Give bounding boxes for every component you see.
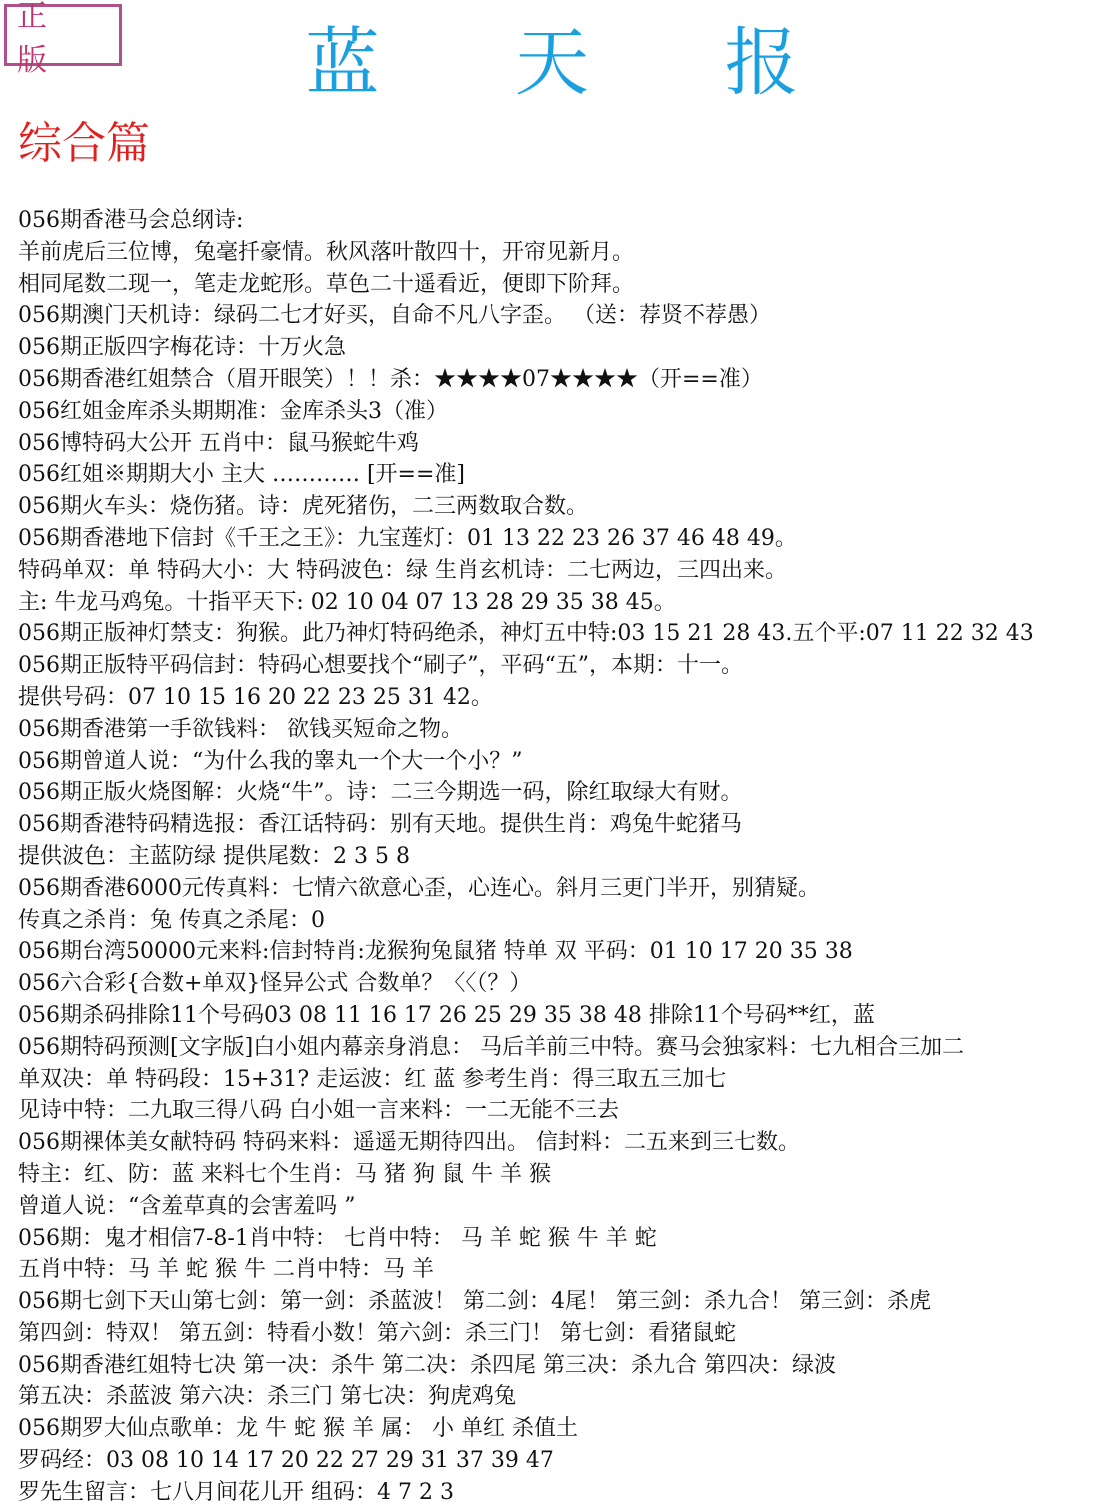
content-line: 056期香港第一手欲钱料： 欲钱买短命之物。 [18, 716, 463, 742]
content-line: 第四剑：特双！ 第五剑：特看小数！第六剑：杀三门！ 第七剑：看猪鼠蛇 [18, 1320, 736, 1346]
content-line: 056红姐金库杀头期期准：金库杀头3（准） [18, 398, 448, 424]
content-line: 056期裸体美女献特码 特码来料：遥遥无期待四出。 信封料：二五来到三七数。 [18, 1130, 800, 1156]
content-line: 056博特码大公开 五肖中：鼠马猴蛇牛鸡 [18, 430, 419, 456]
content-line: 五肖中特：马 羊 蛇 猴 牛 二肖中特：马 羊 [18, 1257, 434, 1283]
content-line: 相同尾数二现一，笔走龙蛇形。草色二十遥看近，便即下阶拜。 [18, 271, 635, 297]
content-line: 056六合彩{合数+单双}怪异公式 合数单？〈〈（？） [18, 971, 532, 997]
content-line: 056期香港马会总纲诗: [18, 208, 244, 233]
content-line: 056期香港6000元传真料：七情六欲意心歪，心连心。斜月三更门半开，别猜疑。 [18, 875, 820, 901]
content-line: 056期香港红姐禁合（眉开眼笑）！！杀：★★★★07★★★★（开==准） [18, 366, 763, 392]
newspaper-masthead: 蓝 天 报 [305, 20, 855, 106]
content-line: 主: 牛龙马鸡兔。十指平天下: 02 10 04 07 13 28 29 35 38 45。 [18, 589, 676, 615]
content-line: 第五决：杀蓝波 第六决：杀三门 第七决：狗虎鸡兔 [18, 1384, 516, 1410]
content-line: 特码单双：单 特码大小：大 特码波色：绿 生肖玄机诗：二七两边，三四出来。 [18, 557, 787, 583]
content-line: 056期澳门天机诗：绿码二七才好买，自命不凡八字歪。 （送：荐贤不荐愚） [18, 303, 771, 329]
content-line: 传真之杀肖：兔 传真之杀尾：0 [18, 907, 325, 933]
authentic-stamp: 正 版 [4, 4, 122, 66]
content-line: 罗码经：03 08 10 14 17 20 22 27 29 31 37 39 47 [18, 1448, 554, 1474]
content-line: 056期：鬼才相信7-8-1肖中特： 七肖中特： 马 羊 蛇 猴 牛 羊 蛇 [18, 1225, 657, 1251]
content-line: 056期七剑下天山第七剑：第一剑：杀蓝波！ 第二剑：4尾！ 第三剑：杀九合！ 第三剑：杀虎 [18, 1289, 931, 1315]
content-line: 羊前虎后三位博，兔毫扦豪情。秋风落叶散四十，开帘见新月。 [18, 239, 635, 265]
content-lines [18, 205, 1098, 1509]
content-line: 056期正版神灯禁支：狗猴。此乃神灯特码绝杀，神灯五中特:03 15 21 28 43.五个平:07 11 22 32 43 [18, 621, 1034, 647]
content-line: 提供号码：07 10 15 16 20 22 23 25 31 42。 [18, 684, 493, 710]
content-line: 056期曾道人说：“为什么我的睾丸一个大一个小？” [18, 748, 523, 774]
content-line: 罗先生留言：七八月间花儿开 组码：4 7 2 3 [18, 1479, 454, 1505]
content-line: 056期火车头：烧伤猪。诗：虎死猪伤，二三两数取合数。 [18, 494, 588, 520]
content-line: 056期香港地下信封《千王之王》：九宝莲灯：01 13 22 23 26 37 46 48 49。 [18, 525, 797, 551]
content-line: 056期正版火烧图解：火烧“牛”。诗：二三今期选一码，除红取绿大有财。 [18, 780, 743, 806]
content-line: 056期特码预测[文字版]白小姐内幕亲身消息： 马后羊前三中特。赛马会独家料：七九相合三加二 [18, 1034, 965, 1060]
content-line: 056期罗大仙点歌单：龙 牛 蛇 猴 羊 属： 小 单红 杀值土 [18, 1416, 578, 1442]
content-line: 单双决：单 特码段：15+31? 走运波：红 蓝 参考生肖：得三取五三加七 [18, 1066, 727, 1092]
content-line: 提供波色：主蓝防绿 提供尾数：2 3 5 8 [18, 843, 410, 869]
content-line: 见诗中特：二九取三得八码 白小姐一言来料：一二无能不三去 [18, 1098, 619, 1124]
content-line: 056期正版四字梅花诗：十万火急 [18, 335, 346, 361]
content-line: 056期正版特平码信封：特码心想要找个“刷子”，平码“五”，本期：十一。 [18, 653, 743, 679]
content-line: 056期香港特码精选报：香江话特码：别有天地。提供生肖：鸡兔牛蛇猪马 [18, 812, 742, 838]
content-line: 056期香港红姐特七决 第一决：杀牛 第二决：杀四尾 第三决：杀九合 第四决：绿波 [18, 1352, 836, 1378]
content-line: 曾道人说：“含羞草真的会害羞吗 ” [18, 1193, 356, 1219]
section-title: 综合篇 [18, 118, 150, 169]
content-line: 056期杀码排除11个号码03 08 11 16 17 26 25 29 35 38 48 排除11个号码**红，蓝 [18, 1002, 875, 1028]
content-line: 056红姐※期期大小 主大 ………… [开==准] [18, 462, 466, 488]
content-line: 特主：红、防：蓝 来料七个生肖：马 猪 狗 鼠 牛 羊 猴 [18, 1161, 551, 1187]
content-line: 056期台湾50000元来料:信封特肖:龙猴狗兔鼠猪 特单 双 平码：01 10 17 20 35 38 [18, 939, 853, 965]
